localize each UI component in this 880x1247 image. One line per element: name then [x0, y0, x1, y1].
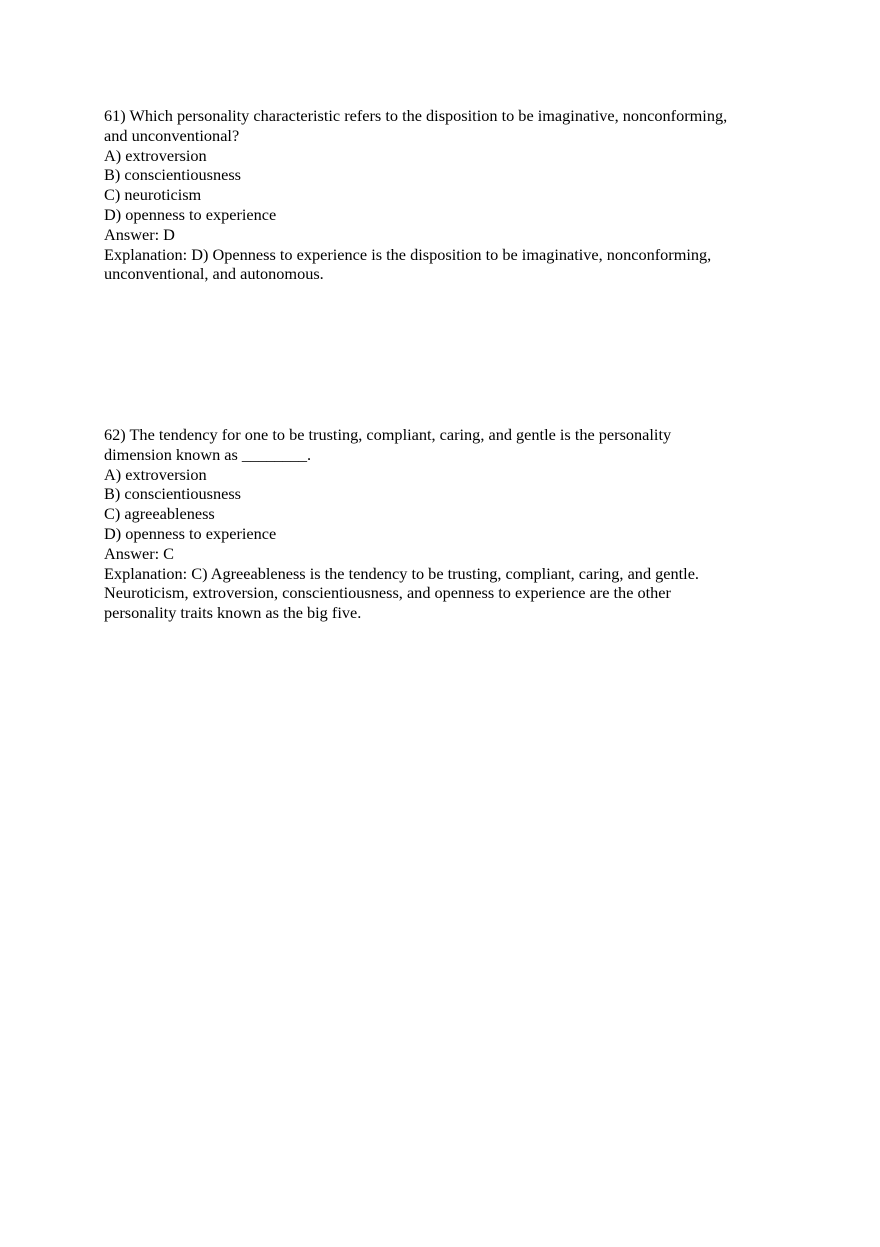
answer-line — [104, 225, 784, 245]
option-c: C) agreeableness — [104, 504, 215, 524]
answer-value: D — [163, 224, 175, 244]
answer-value: C — [163, 543, 175, 563]
question-61 — [104, 106, 784, 284]
explanation: Explanation: D) Openness to experience is the disposition to be imaginative, nonconforming, — [104, 244, 712, 264]
answer-line — [104, 544, 784, 564]
option-b: B) conscientiousness — [104, 165, 242, 185]
option-b: B) conscientiousness — [104, 484, 242, 504]
option-a: A) extroversion — [104, 145, 207, 165]
explanation: Neuroticism, extroversion, conscientiousness, and openness to experience are the other — [104, 583, 671, 603]
question-stem: 62) The tendency for one to be trusting, compliant, caring, and gentle is the personality — [104, 425, 672, 444]
explanation: unconventional, and autonomous. — [104, 264, 324, 284]
option-c: C) neuroticism — [104, 185, 202, 205]
option-d: D) openness to experience — [104, 204, 277, 224]
question-stem: dimension known as ________. — [104, 444, 312, 464]
explanation: personality traits known as the big five. — [104, 603, 362, 623]
answer-label: Answer: — [104, 224, 160, 244]
answer-label: Answer: — [104, 543, 160, 563]
question-stem: 61) Which personality characteristic refers to the disposition to be imaginative, nonconforming, — [104, 106, 728, 125]
question-62 — [104, 425, 784, 623]
question-stem: and unconventional? — [104, 125, 240, 145]
explanation: Explanation: C) Agreeableness is the tendency to be trusting, compliant, caring, and gentle. — [104, 563, 700, 583]
option-a: A) extroversion — [104, 464, 207, 484]
option-d: D) openness to experience — [104, 523, 277, 543]
